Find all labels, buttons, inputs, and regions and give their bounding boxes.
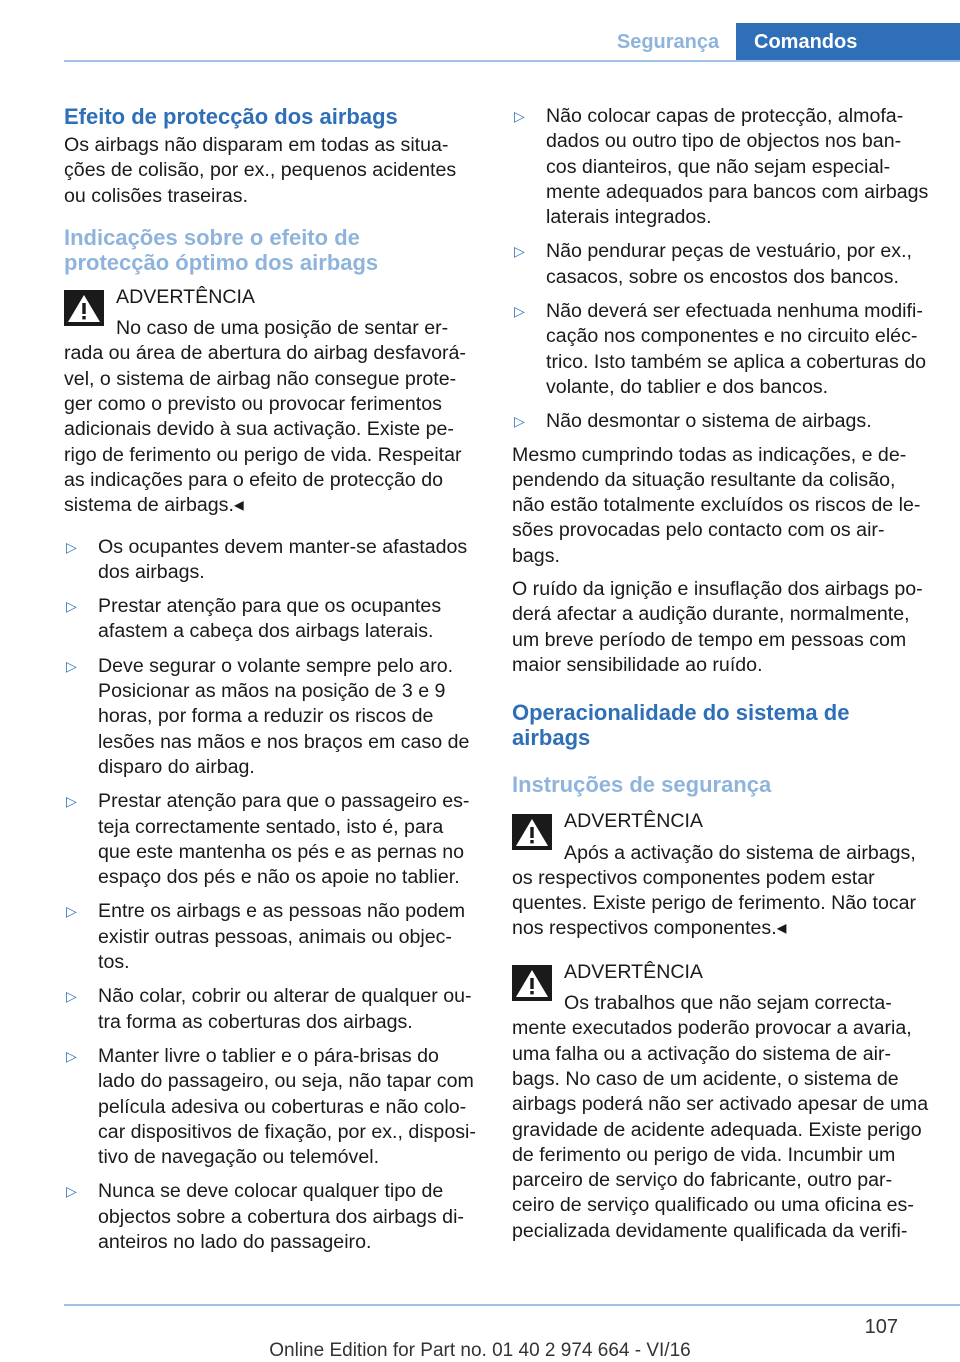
bullet-triangle-icon: ▷ — [514, 108, 525, 124]
list-item: ▷ Os ocupantes devem manter-se afastados dos airbags. — [66, 535, 468, 583]
heading-safety-instructions: Instruções de segurança — [512, 772, 772, 798]
warning-box-hot-components — [512, 809, 930, 941]
bullet-triangle-icon: ▷ — [66, 1047, 77, 1064]
right-column — [512, 100, 930, 1244]
left-column — [64, 100, 476, 1255]
warning-box-seating — [64, 285, 476, 519]
list-item: ▷ Não pendurar peças de vestuário, por ex., casacos, sobre os encostos dos bancos. — [514, 240, 912, 288]
list-item: ▷ Manter livre o tablier e o pára-brisas do lado do passageiro, ou seja, não tapar com película adesiva ou coberturas e não colo-car dispositivos de fixação, por ex., disposi-tivo de navegação ou telemóvel. — [66, 1044, 476, 1169]
list-item: ▷ Nunca se deve colocar qualquer tipo de objectos sobre a cobertura dos airbags di-anteiros no lado do passageiro. — [66, 1180, 464, 1253]
warning-first-line: Após a activação do sistema de airbags, — [564, 841, 916, 864]
warning-triangle-icon — [64, 290, 104, 326]
heading-airbag-effect: Efeito de protecção dos airbags — [64, 104, 398, 129]
list-item: ▷ Entre os airbags e as pessoas não podem existir outras pessoas, animais ou objec-tos. — [66, 900, 466, 974]
warning-text: mente executados poderão provocar a avaria, uma falha ou a activação do sistema de air-bags. No caso de um acidente, o sistema de airbags poderá não ser activado apesar de uma gravidade de acidente adequada. Existe perigo de ferimento ou perigo de vida. Incumbir um parceiro de serviço do fabricante, outro par-ceiro de serviço qualificado ou uma oficina es-pecializada devidamente qualificada da verifi- — [512, 1017, 929, 1242]
warning-triangle-icon — [512, 965, 552, 1001]
footer-edition: Online Edition for Part no. 01 40 2 974 664 - VI/16 — [269, 1340, 691, 1361]
paragraph-airbag-effect: Os airbags não disparam em todas as situa-ções de colisão, por ex., pequenos acidentes ou colisões traseiras. — [64, 134, 457, 207]
heading-airbag-operational: Operacionalidade do sistema de airbags — [512, 700, 850, 751]
tab-comandos[interactable]: Comandos — [736, 23, 960, 61]
warning-box-improper-work — [512, 960, 930, 1244]
warning-text: rada ou área de abertura do airbag desfavorá-vel, o sistema de airbag não consegue prote-ger como o previsto ou provocar ferimentos adicionais devido à sua activação. Existe pe-rigo de ferimento ou perigo de vida. Respeitar as indicações para o efeito de protecção do sistema de airbags.◂ — [64, 342, 466, 517]
footer-divider — [64, 1304, 960, 1306]
list-item: ▷ Não colar, cobrir ou alterar de qualquer ou-tra forma as coberturas dos airbags. — [66, 985, 472, 1033]
bullet-triangle-icon: ▷ — [66, 1183, 77, 1200]
heading-optimal-protection: Indicações sobre o efeito de protecção óptimo dos airbags — [64, 224, 379, 275]
warning-first-line: Os trabalhos que não sejam correcta- — [564, 992, 892, 1015]
bullet-list-right — [512, 104, 930, 435]
bullet-triangle-icon: ▷ — [514, 413, 525, 430]
bullet-list-left — [64, 535, 476, 1256]
warning-title: ADVERTÊNCIA — [116, 285, 256, 308]
paragraph-injury-risk: Mesmo cumprindo todas as indicações, e de-pendendo da situação resultante da colisão, não estão totalmente excluídos os riscos de le-sões provocadas pelo contacto com os air-bags. — [512, 443, 921, 567]
list-item: ▷ Não deverá ser efectuada nenhuma modifi-cação nos componentes e no circuito eléc-trico. Isto também se aplica a coberturas do volante, do tablier e dos bancos. — [514, 300, 927, 398]
bullet-triangle-icon: ▷ — [66, 988, 77, 1005]
warning-first-line: No caso de uma posição de sentar er- — [116, 317, 449, 340]
page-number: 107 — [864, 1316, 898, 1338]
warning-title: ADVERTÊNCIA — [564, 810, 704, 833]
warning-text: os respectivos componentes podem estar quentes. Existe perigo de ferimento. Não tocar nos respectivos componentes.◂ — [512, 866, 917, 940]
bullet-triangle-icon: ▷ — [66, 657, 77, 674]
warning-title: ADVERTÊNCIA — [564, 960, 704, 983]
header-divider — [64, 60, 960, 62]
bullet-triangle-icon: ▷ — [66, 793, 77, 810]
warning-triangle-icon — [512, 814, 552, 850]
list-item: ▷ Prestar atenção para que os ocupantes afastem a cabeça dos airbags laterais. — [66, 595, 442, 643]
list-item: ▷ Não desmontar o sistema de airbags. — [512, 409, 930, 434]
bullet-triangle-icon: ▷ — [66, 598, 77, 615]
bullet-triangle-icon: ▷ — [66, 538, 77, 555]
paragraph-noise: O ruído da ignição e insuflação dos airbags po-derá afectar a audição durante, normalmente, um breve período de tempo em pessoas com maior sensibilidade ao ruído. — [512, 578, 923, 676]
bullet-triangle-icon: ▷ — [514, 303, 525, 320]
list-item: ▷ Deve segurar o volante sempre pelo aro. Posicionar as mãos na posição de 3 e 9 horas, por forma a reduzir os riscos de lesões nas mãos e nos braços em caso de disparo do airbag. — [66, 654, 470, 778]
bullet-triangle-icon: ▷ — [66, 903, 77, 920]
list-item: ▷ Prestar atenção para que o passageiro es-teja correctamente sentado, isto é, para que este mantenha os pés e as pernas no espaço dos pés e não os apoie no tablier. — [66, 790, 470, 889]
list-item: ▷ Não colocar capas de protecção, almofa-dados ou outro tipo de objectos nos ban-cos dianteiros, que não sejam especial-mente adequados para bancos com airbags laterais integrados. — [514, 105, 929, 229]
tab-seguranca[interactable]: Segurança — [616, 31, 720, 53]
bullet-triangle-icon: ▷ — [514, 243, 525, 260]
